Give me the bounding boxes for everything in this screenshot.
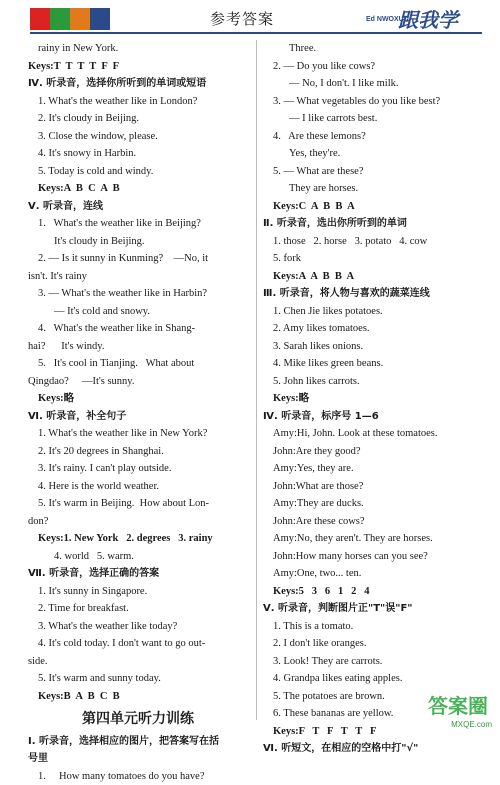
left-line: 1. What's the weather like in London? bbox=[28, 93, 248, 111]
right-line: John:Are they good? bbox=[263, 443, 483, 461]
left-line: don? bbox=[28, 513, 248, 531]
left-line: side. bbox=[28, 653, 248, 671]
page-title: 参考答案 bbox=[210, 8, 274, 29]
watermark-logo: 答案圈 bbox=[428, 690, 488, 719]
right-line: 4. Mike likes green beans. bbox=[263, 355, 483, 373]
right-line: 3. Look! They are carrots. bbox=[263, 653, 483, 671]
right-line: Keys:5 3 6 1 2 4 bbox=[263, 583, 483, 601]
left-line: 3. It's rainy. I can't play outside. bbox=[28, 460, 248, 478]
right-line: Keys:A A B B A bbox=[263, 268, 483, 286]
right-line: Amy:They are ducks. bbox=[263, 495, 483, 513]
left-line: 4. It's snowy in Harbin. bbox=[28, 145, 248, 163]
right-line: They are horses. bbox=[263, 180, 483, 198]
left_tail-line: Ⅰ. 听录音，选择相应的图片，把答案写在括 bbox=[28, 733, 248, 751]
right-line: Three. bbox=[263, 40, 483, 58]
right-line: Keys:C A B B A bbox=[263, 198, 483, 216]
left-line: 3. — What's the weather like in Harbin? bbox=[28, 285, 248, 303]
left-line: isn't. It's rainy bbox=[28, 268, 248, 286]
left-line: 5. It's warm and sunny today. bbox=[28, 670, 248, 688]
right-line: — I like carrots best. bbox=[263, 110, 483, 128]
right-line: Ⅳ. 听录音，标序号 1—6 bbox=[263, 408, 483, 426]
right-line: 5. — What are these? bbox=[263, 163, 483, 181]
right-column bbox=[263, 40, 483, 758]
left-line: 5. It's cool in Tianjing. What about bbox=[28, 355, 248, 373]
left-line: hai? It's windy. bbox=[28, 338, 248, 356]
right-line: Ⅴ. 听录音，判断图片正"T"误"F" bbox=[263, 600, 483, 618]
right-line: 4. Are these lemons? bbox=[263, 128, 483, 146]
left-line: 3. What's the weather like today? bbox=[28, 618, 248, 636]
right-line: John:Are these cows? bbox=[263, 513, 483, 531]
left-line: 2. Time for breakfast. bbox=[28, 600, 248, 618]
left-line: Qingdao? —It's sunny. bbox=[28, 373, 248, 391]
left-line: 2. It's 20 degrees in Shanghai. bbox=[28, 443, 248, 461]
right-line: Ⅵ. 听短文，在相应的空格中打"√" bbox=[263, 740, 483, 758]
left_tail-line: 号里 bbox=[28, 750, 248, 768]
left-line: 4. Here is the world weather. bbox=[28, 478, 248, 496]
left-line: Ⅶ. 听录音，选择正确的答案 bbox=[28, 565, 248, 583]
right-line: Yes, they're. bbox=[263, 145, 483, 163]
right-line: Keys:F T F T T F bbox=[263, 723, 483, 741]
right-line: 3. Sarah likes onions. bbox=[263, 338, 483, 356]
logo-block-blue bbox=[90, 8, 110, 30]
right-line: 2. — Do you like cows? bbox=[263, 58, 483, 76]
right-line: Amy:Yes, they are. bbox=[263, 460, 483, 478]
right-line: 5. John likes carrots. bbox=[263, 373, 483, 391]
left-line: 4. world 5. warm. bbox=[28, 548, 248, 566]
left-line: 2. It's cloudy in Beijing. bbox=[28, 110, 248, 128]
right-line: 6. These bananas are yellow. bbox=[263, 705, 483, 723]
left-line: 1. What's the weather like in New York? bbox=[28, 425, 248, 443]
logo-block-orange bbox=[70, 8, 90, 30]
right-line: Ⅲ. 听录音，将人物与喜欢的蔬菜连线 bbox=[263, 285, 483, 303]
right-line: 1. Chen Jie likes potatoes. bbox=[263, 303, 483, 321]
left-line: 1. What's the weather like in Beijing? bbox=[28, 215, 248, 233]
right-line: Ⅱ. 听录音，选出你所听到的单词 bbox=[263, 215, 483, 233]
left-line: Keys:A B C A B bbox=[28, 180, 248, 198]
left-line: Keys:1. New York 2. degrees 3. rainy bbox=[28, 530, 248, 548]
column-divider bbox=[256, 40, 257, 720]
logo-block-green bbox=[50, 8, 70, 30]
logo-block-red bbox=[30, 8, 50, 30]
right-line: John:How many horses can you see? bbox=[263, 548, 483, 566]
right-line: 3. — What vegetables do you like best? bbox=[263, 93, 483, 111]
right-line: — No, I don't. I like milk. bbox=[263, 75, 483, 93]
header-rule bbox=[30, 32, 482, 34]
brand-logo-text: 跟我学 bbox=[398, 4, 458, 33]
brand-subtext: Ed NWOXUD bbox=[366, 16, 409, 23]
watermark-url: MXQE.com bbox=[451, 720, 492, 729]
unit-title: 第四单元听力训练 bbox=[28, 711, 248, 729]
left-line: 1. It's sunny in Singapore. bbox=[28, 583, 248, 601]
right-line: 2. I don't like oranges. bbox=[263, 635, 483, 653]
right-line: 1. those 2. horse 3. potato 4. cow bbox=[263, 233, 483, 251]
left-line: Ⅵ. 听录音，补全句子 bbox=[28, 408, 248, 426]
left-line: 5. It's warm in Beijing. How about Lon- bbox=[28, 495, 248, 513]
page-header bbox=[0, 0, 500, 34]
left-column bbox=[28, 40, 248, 785]
right-line: 5. fork bbox=[263, 250, 483, 268]
right-line: John:What are those? bbox=[263, 478, 483, 496]
right-line: Amy:One, two... ten. bbox=[263, 565, 483, 583]
left-line: It's cloudy in Beijing. bbox=[28, 233, 248, 251]
left-line: — It's cold and snowy. bbox=[28, 303, 248, 321]
left-line: Keys:略 bbox=[28, 390, 248, 408]
left_tail-line: 1. How many tomatoes do you have? bbox=[28, 768, 248, 785]
right-line: 4. Grandpa likes eating apples. bbox=[263, 670, 483, 688]
left-line: 4. It's cold today. I don't want to go out- bbox=[28, 635, 248, 653]
right-line: Amy:Hi, John. Look at these tomatoes. bbox=[263, 425, 483, 443]
logo-color-blocks bbox=[30, 8, 110, 30]
left-line: Ⅴ. 听录音，连线 bbox=[28, 198, 248, 216]
left-line: Keys:B A B C B bbox=[28, 688, 248, 706]
left-line: rainy in New York. bbox=[28, 40, 248, 58]
left-line: 3. Close the window, please. bbox=[28, 128, 248, 146]
right-line: 2. Amy likes tomatoes. bbox=[263, 320, 483, 338]
right-line: 1. This is a tomato. bbox=[263, 618, 483, 636]
right-line: Amy:No, they aren't. They are horses. bbox=[263, 530, 483, 548]
left-line: 2. — Is it sunny in Kunming? —No, it bbox=[28, 250, 248, 268]
left-line: Ⅳ. 听录音，选择你所听到的单词或短语 bbox=[28, 75, 248, 93]
left-line: 5. Today is cold and windy. bbox=[28, 163, 248, 181]
right-line: 5. The potatoes are brown. bbox=[263, 688, 483, 706]
right-line: Keys:略 bbox=[263, 390, 483, 408]
left-line: 4. What's the weather like in Shang- bbox=[28, 320, 248, 338]
left-line: Keys:T T T T F F bbox=[28, 58, 248, 76]
